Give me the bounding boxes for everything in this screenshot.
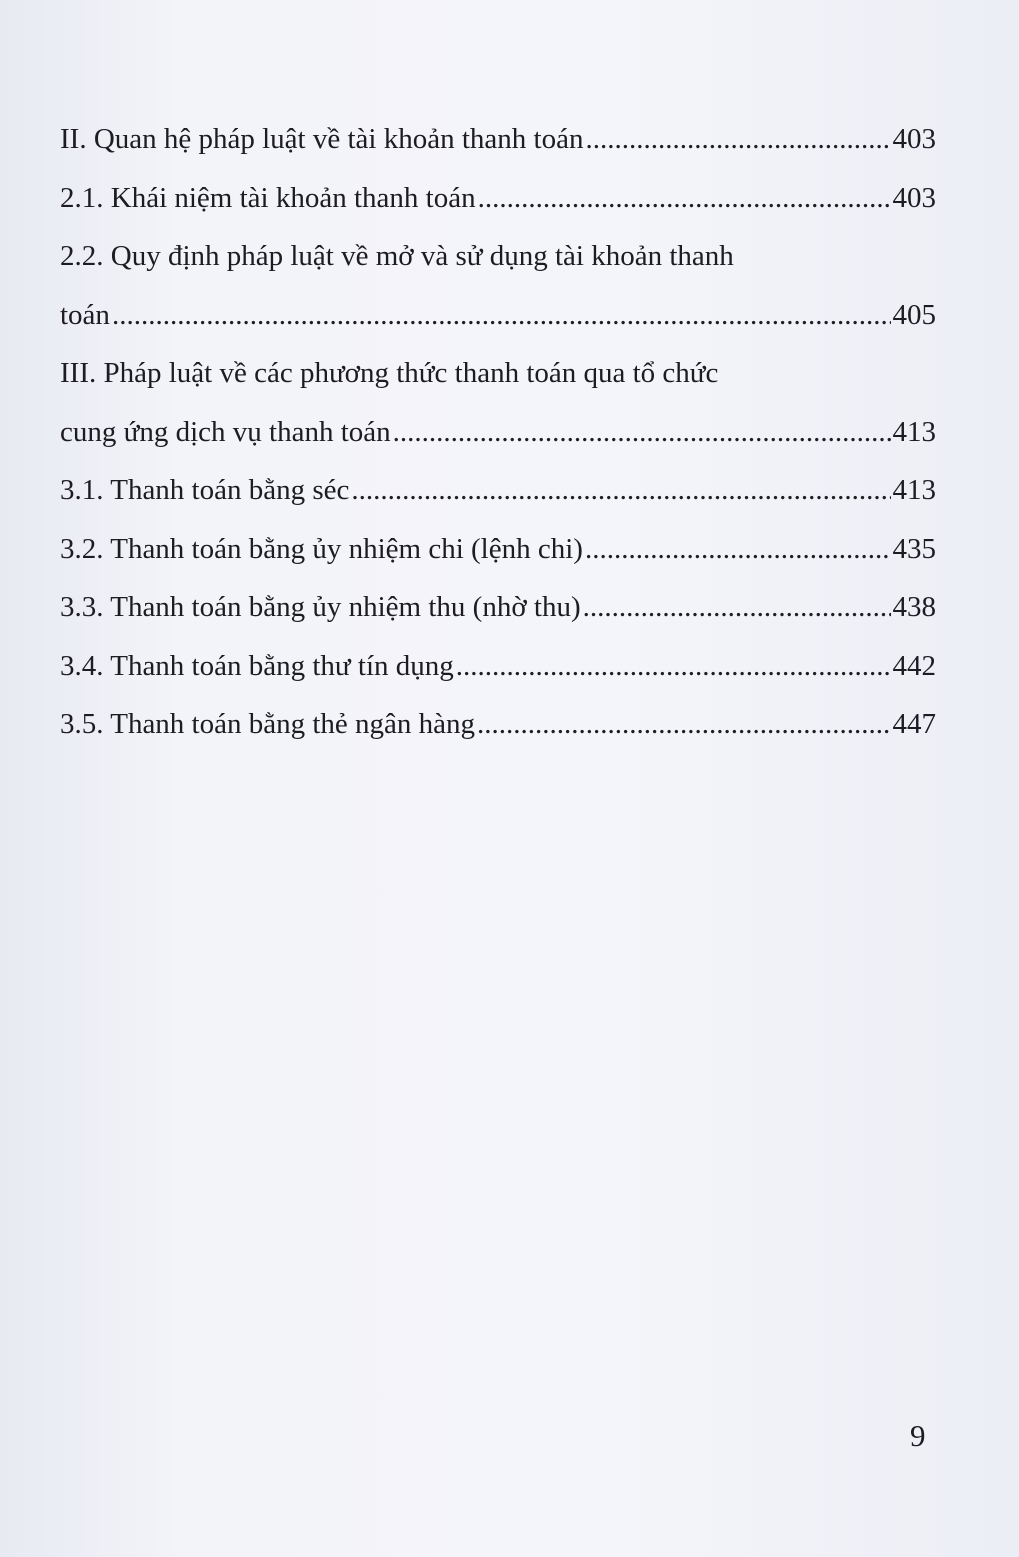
toc-entry-page: 447 [892,708,936,740]
toc-entry-label: 3.4. Thanh toán bằng thư tín dụng [60,649,454,682]
toc-entry-page: 435 [892,532,936,565]
toc-entry-page: 438 [892,591,936,623]
toc-entry-3-2 [60,520,936,579]
toc-entry-2-2 [60,286,936,345]
toc-entry-label: 3.3. Thanh toán bằng ủy nhiệm thu (nhờ thu) [60,591,581,623]
toc-entry-label: 3.5. Thanh toán bằng thẻ ngân hàng [60,708,476,740]
dot-leader [585,520,891,579]
toc-entry-label: 2.1. Khái niệm tài khoản thanh toán [60,181,476,214]
dot-leader [583,578,891,637]
toc-entry-2-1 [60,169,936,228]
toc-entry-page: 405 [892,298,936,331]
toc-entry-page: 413 [892,415,936,448]
page-number: 9 [910,1418,926,1453]
toc-entry-label: 3.2. Thanh toán bằng ủy nhiệm chi (lệnh chi) [60,532,583,565]
dot-leader [351,461,890,520]
dot-leader [477,695,890,754]
toc-entry-label: cung ứng dịch vụ thanh toán [60,415,391,448]
dot-leader [112,286,891,345]
dot-leader [478,169,891,228]
dot-leader [393,403,891,462]
toc-entry-3-3 [60,578,936,637]
toc-entry-label: II. Quan hệ pháp luật về tài khoản thanh toán [60,123,584,155]
toc-entry-label: toán [60,298,110,331]
toc-entry-label: 3.1. Thanh toán bằng séc [60,474,350,506]
toc-entry-2-2-line1: 2.2. Quy định pháp luật về mở và sử dụng tài khoản thanh [60,240,734,272]
toc-entry-page: 403 [892,181,936,214]
toc-entry-page: 403 [892,123,936,155]
table-of-contents [60,110,936,754]
toc-entry-ii [60,110,936,169]
dot-leader [456,637,891,696]
toc-entry-page: 442 [892,649,936,682]
toc-entry-iii-line1: III. Pháp luật về các phương thức thanh toán qua tổ chức [60,357,719,389]
toc-entry-3-4 [60,637,936,696]
dot-leader [585,110,890,169]
toc-entry-page: 413 [892,474,936,506]
toc-entry-iii [60,403,936,462]
toc-entry-3-5 [60,695,936,754]
toc-entry-3-1 [60,461,936,520]
